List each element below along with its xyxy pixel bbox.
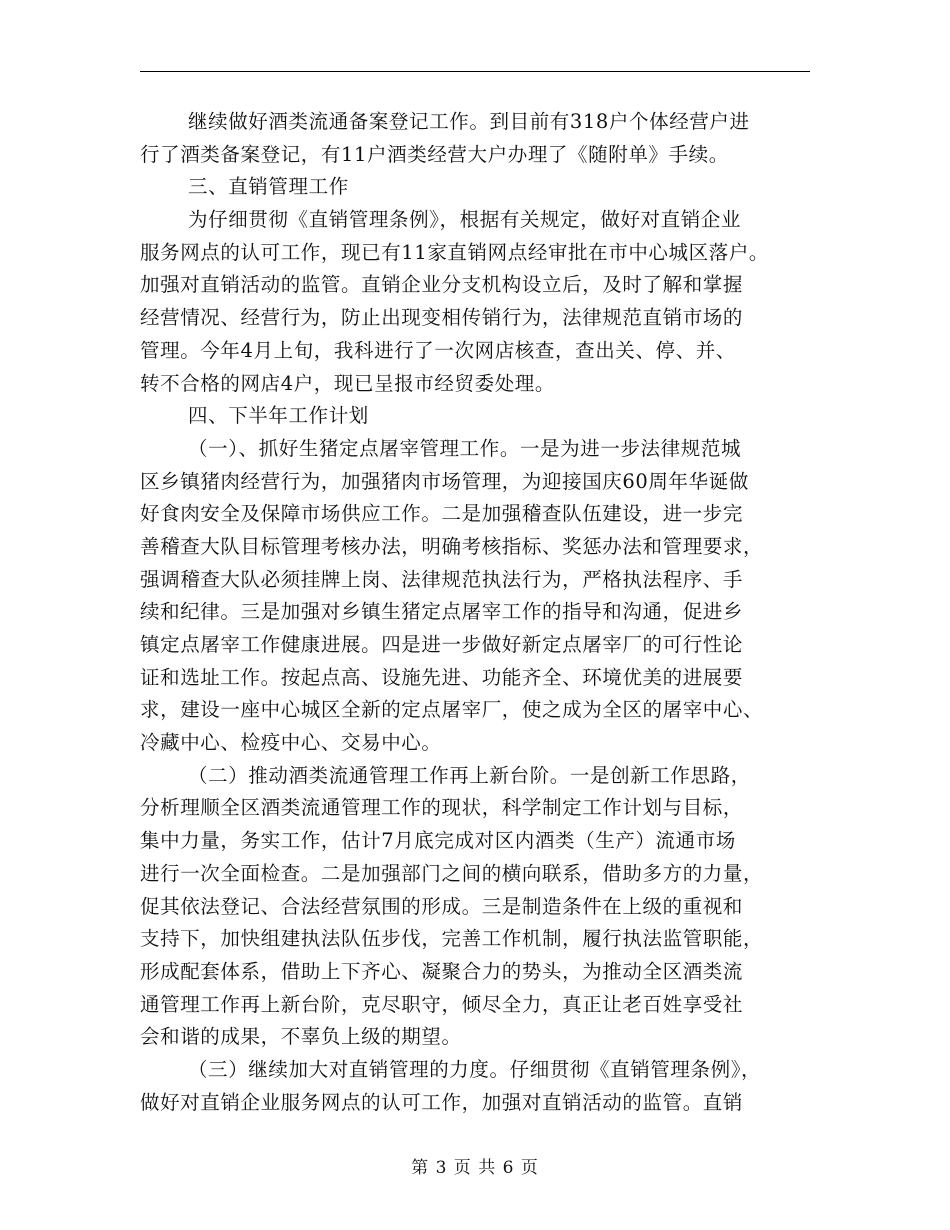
text-line: 服务网点的认可工作，现已有11家直销网点经审批在市中心城区落户。 — [140, 240, 770, 264]
text-line: 促其依法登记、合法经营氛围的形成。三是制造条件在上级的重视和 — [140, 894, 744, 918]
text-line: 求，建设一座中心城区全新的定点屠宰厂，使之成为全区的屠宰中心、 — [140, 698, 764, 722]
text-line: 形成配套体系，借助上下齐心、凝聚合力的势头，为推动全区酒类流 — [140, 959, 744, 983]
text-line: 通管理工作再上新台阶，克尽职守，倾尽全力，真正让老百姓享受社 — [140, 992, 744, 1016]
text-line: 分析理顺全区酒类流通管理工作的现状，科学制定工作计划与目标， — [140, 796, 744, 820]
text-line: 为仔细贯彻《直销管理条例》，根据有关规定，做好对直销企业 — [188, 208, 742, 232]
text-line: 好食肉安全及保障市场供应工作。二是加强稽查队伍建设，进一步完 — [140, 502, 744, 526]
text-line: 行了酒类备案登记，有11户酒类经营大户办理了《随附单》手续。 — [140, 142, 729, 166]
text-line: 加强对直销活动的监管。直销企业分支机构设立后，及时了解和掌握 — [140, 273, 744, 297]
text-line: （二）推动酒类流通管理工作再上新台阶。一是创新工作思路， — [188, 763, 751, 787]
document-body — [140, 106, 830, 1119]
text-line: 进行一次全面检查。二是加强部门之间的横向联系，借助多方的力量， — [140, 861, 764, 885]
text-line: 继续做好酒类流通备案登记工作。到目前有318户个体经营户进 — [188, 110, 750, 133]
header-rule — [140, 71, 810, 72]
text-line: 续和纪律。三是加强对乡镇生猪定点屠宰工作的指导和沟通，促进乡 — [140, 600, 744, 624]
text-line: 善稽查大队目标管理考核办法，明确考核指标、奖惩办法和管理要求， — [140, 534, 764, 558]
text-line: 证和选址工作。按起点高、设施先进、功能齐全、环境优美的进展要 — [140, 665, 744, 689]
text-line: 做好对直销企业服务网点的认可工作，加强对直销活动的监管。直销 — [140, 1090, 744, 1114]
text-line: 管理。今年4月上旬，我科进行了一次网店核查，查出关、停、并、 — [140, 338, 736, 362]
text-line: 支持下，加快组建执法队伍步伐，完善工作机制，履行执法监管职能， — [140, 927, 764, 951]
text-line: 镇定点屠宰工作健康进展。四是进一步做好新定点屠宰厂的可行性论 — [140, 633, 744, 656]
text-line: 四、下半年工作计划 — [188, 404, 369, 428]
text-line: 区乡镇猪肉经营行为，加强猪肉市场管理，为迎接国庆60周年华诞做 — [140, 469, 749, 493]
text-line: （三）继续加大对直销管理的力度。仔细贯彻《直销管理条例》， — [188, 1057, 762, 1081]
text-line: 会和谐的成果，不辜负上级的期望。 — [140, 1025, 462, 1049]
text-line: 强调稽查大队必须挂牌上岗、法律规范执法行为，严格执法程序、手 — [140, 567, 744, 591]
text-line: 三、直销管理工作 — [188, 175, 349, 199]
text-line: 转不合格的网店4户，现已呈报市经贸委处理。 — [140, 371, 556, 395]
text-line: 经营情况、经营行为，防止出现变相传销行为，法律规范直销市场的 — [140, 306, 744, 330]
text-line: 冷藏中心、检疫中心、交易中心。 — [140, 731, 442, 755]
text-line: （一）、抓好生猪定点屠宰管理工作。一是为进一步法律规范城 — [188, 436, 742, 460]
page-number-footer: 第 3 页 共 6 页 — [411, 1158, 539, 1178]
text-line: 集中力量，务实工作，估计7月底完成对区内酒类（生产）流通市场 — [140, 829, 736, 853]
